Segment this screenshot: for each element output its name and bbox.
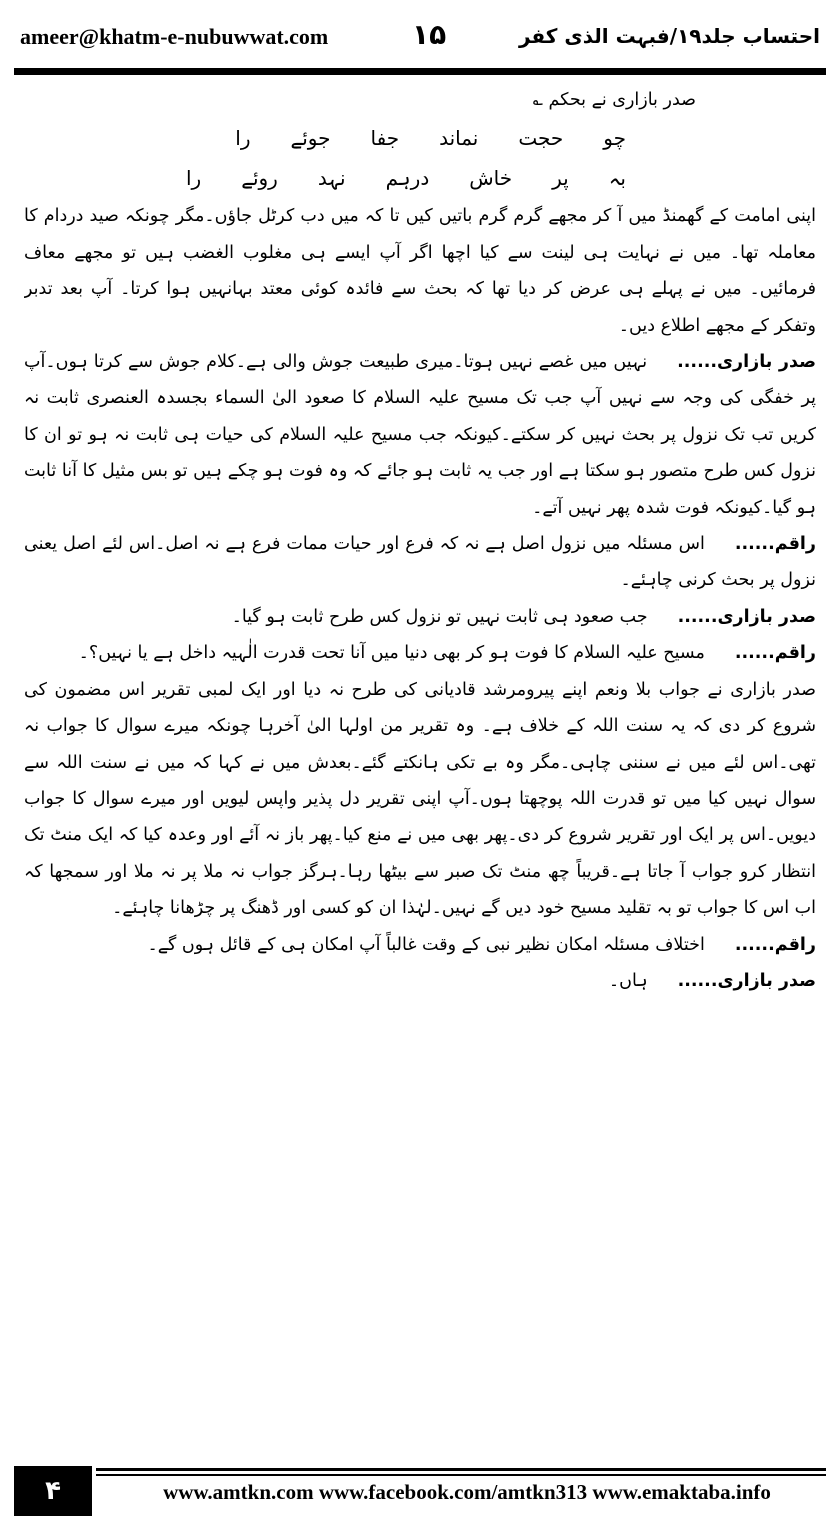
verse-word: نماند <box>439 126 479 151</box>
verse-word: نہد <box>317 166 346 191</box>
speaker-label: راقم...... <box>734 934 816 955</box>
speaker-label: راقم...... <box>734 643 816 664</box>
verse-word: درہم <box>385 166 430 191</box>
header-title: احتساب جلد۱۹/فبہت الذی کفر <box>518 24 820 48</box>
dialogue-paragraph <box>24 635 816 671</box>
dialogue-text: جب صعود ہی ثابت نہیں تو نزول کس طرح ثابت ہو گیا۔ <box>231 606 648 627</box>
speaker-label: صدر بازاری...... <box>677 352 816 373</box>
verse-word: خاش <box>469 166 513 191</box>
footer-page-tag: ۴ <box>14 1466 92 1516</box>
dialogue-paragraph <box>24 526 816 599</box>
dialogue-paragraph <box>24 963 816 999</box>
dialogue-text: نہیں میں غصے نہیں ہوتا۔میری طبیعت جوش والی ہے۔کلام جوش سے کرتا ہوں۔آپ پر خفگی کی وجہ سے نہیں آپ جب تک مسیح علیہ السلام کا صعود الیٰ السماء بجسدہ العنصری ثابت نہ کریں تب تک نزول پر بحث نہیں کر سکتے۔کیونکہ جب مسیح علیہ السلام کی حیات ہی ثابت نہ ہو تو ان کا نزول کس طرح متصور ہو سکتا ہے اور جب یہ ثابت ہو جائے کہ وہ فوت ہو چکے ہیں تو بس مثیل کا آنا ثابت ہو گیا۔کیونکہ فوت شدہ پھر نہیں آتے۔ <box>24 352 816 518</box>
footer-urls: www.amtkn.com www.facebook.com/amtkn313 www.emaktaba.info <box>163 1480 771 1504</box>
header-rule <box>14 68 826 75</box>
verse-word: روئے <box>241 166 278 191</box>
dialogue-paragraph <box>24 344 816 526</box>
page-body <box>24 82 816 1412</box>
dialogue-text: اختلاف مسئلہ امکان نظیر نبی کے وقت غالباً آپ امکان ہی کے قائل ہوں گے۔ <box>147 934 705 955</box>
header-page-number: ۱۵ <box>412 18 447 51</box>
header-email: ameer@khatm-e-nubuwwat.com <box>20 24 329 49</box>
verse-word: را <box>235 126 251 151</box>
speaker-label: راقم...... <box>734 534 816 555</box>
verse-word: بہ <box>608 166 626 191</box>
page-header <box>14 18 826 62</box>
verse-word: جفا <box>370 126 400 151</box>
footer-rule-thin <box>96 1474 826 1476</box>
verse-word: چو <box>603 126 626 151</box>
dialogue-text: اس مسئلہ میں نزول اصل ہے نہ کہ فرع اور حیات ممات فرع ہے نہ اصل۔اس لئے اصل یعنی نزول پر بحث کرنی چاہئے۔ <box>24 534 816 591</box>
paragraph: اپنی امامت کے گھمنڈ میں آ کر مجھے گرم گرم باتیں کیں تا کہ میں دب کرٹل جاؤں۔مگر چونکہ صید دردام کا معاملہ تھا۔ میں نے نہایت ہی لینت سے کیا اچھا اگر آپ ایسے ہی مغلوب الغضب ہیں تو مجھے معاف فرمائیں۔ میں نے پہلے ہی عرض کر دیا تھا کہ بحث سے فائدہ کوئی معتد بہانہیں ہوا کرتا۔ آپ بعد تدبر وتفکر کے مجھے اطلاع دیں۔ <box>24 206 816 336</box>
lead-line: صدر بازاری نے بحکم ؎ <box>532 90 696 110</box>
verse-word: را <box>186 166 202 191</box>
verse-line-1 <box>24 118 816 158</box>
verse-line-2 <box>24 158 816 198</box>
verse-word: پر <box>552 166 569 191</box>
page-footer <box>14 1462 826 1520</box>
dialogue-paragraph <box>24 599 816 635</box>
paragraph: صدر بازاری نے جواب بلا ونعم اپنے پیرومرشد قادیانی کی طرح نہ دیا اور ایک لمبی تقریر اس مضمون کی شروع کر دی کہ یہ سنت اللہ کے خلاف ہے۔ وہ تقریر من اولہا الیٰ آخرہا چونکہ میرے سوال کا جواب نہ تھی۔اس لئے میں نے سننی چاہی۔مگر وہ بے تکی ہانکتے گئے۔بعدش میں نے کہا کہ میں نے سنت اللہ سے سوال نہیں کیا میں تو قدرت اللہ پوچھتا ہوں۔آپ اپنی تقریر دل پذیر واپس لیویں اور میرے سوال کا جواب دیویں۔اس پر ایک اور تقریر شروع کر دی۔پھر بھی میں نے منع کیا۔پھر باز نہ آئے اور وعدہ کیا کہ ایک منٹ تک انتظار کرو جواب آ جاتا ہے۔قریباً چھ منٹ تک صبر سے بیٹھا رہا۔ہرگز جواب نہ ملا پر نہ ملا اور سمجھا کہ اب اس کا جواب تو بہ تقلید مسیح خود دیں گے نہیں۔لہٰذا ان کو کسی اور ڈھنگ پر چڑھانا چاہئے۔ <box>24 679 816 919</box>
dialogue-text: مسیح علیہ السلام کا فوت ہو کر بھی دنیا میں آنا تحت قدرت الٰہیہ داخل ہے یا نہیں؟۔ <box>78 643 705 664</box>
speaker-label: صدر بازاری...... <box>677 970 816 991</box>
dialogue-text: ہاں۔ <box>608 970 648 991</box>
verse-word: جوئے <box>290 126 331 151</box>
footer-rule <box>96 1468 826 1471</box>
speaker-label: صدر بازاری...... <box>677 606 816 627</box>
verse-word: حجت <box>518 126 564 151</box>
dialogue-paragraph <box>24 927 816 963</box>
